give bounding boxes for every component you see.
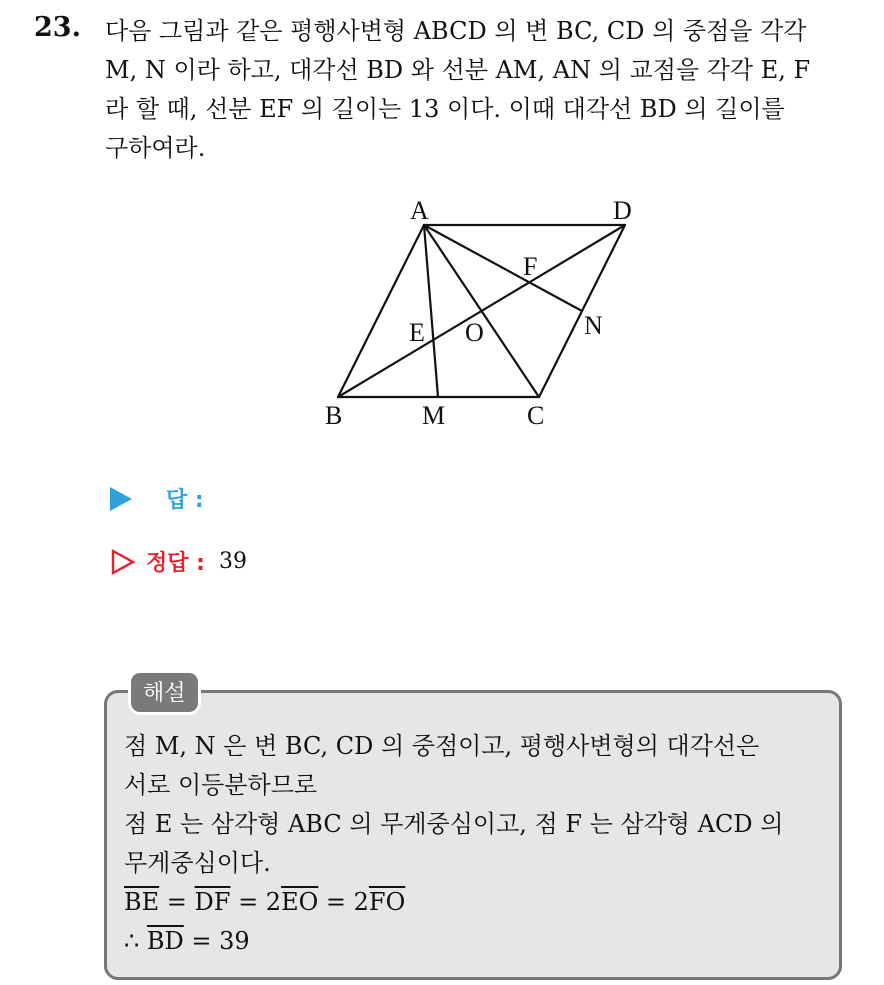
play-icon <box>110 487 132 511</box>
correct-answer-label: 정답 : <box>146 551 205 576</box>
question-line: M, N 이라 하고, 대각선 BD 와 선분 AM, AN 의 교점을 각각 E, F <box>105 56 811 84</box>
label-m: M <box>422 401 446 430</box>
solution-equation-ratio <box>124 883 824 922</box>
question-text <box>105 12 865 168</box>
question-line: 라 할 때, 선분 EF 의 길이는 13 이다. 이때 대각선 BD 의 길이를 <box>105 95 785 123</box>
equals-sign: = <box>159 888 195 916</box>
segment-fo: $\overline{FO}$ <box>368 888 406 916</box>
question-line: 다음 그림과 같은 평행사변형 ABCD 의 변 BC, CD 의 중점을 각각 <box>105 17 807 45</box>
solution-line: 점 E 는 삼각형 ABC 의 무게중심이고, 점 F 는 삼각형 ACD 의 <box>124 810 784 838</box>
solution-tag: 해설 <box>128 670 201 715</box>
segment-eo: $\overline{EO}$ <box>281 888 319 916</box>
equals-two: = 2 <box>230 888 282 916</box>
answer-row <box>110 483 204 514</box>
answer-label: 답 : <box>166 488 204 513</box>
correct-answer-value: 39 <box>218 549 247 574</box>
diagonal-ac <box>424 225 539 397</box>
question-line: 구하여라. <box>105 134 206 162</box>
solution-line: 서로 이등분하므로 <box>124 771 318 799</box>
solution-equation-result <box>124 922 824 961</box>
result-value: = 39 <box>183 927 250 955</box>
label-n: N <box>584 311 603 340</box>
therefore-symbol: ∴ <box>124 927 147 955</box>
outline-play-icon <box>110 549 136 575</box>
equals-two: = 2 <box>318 888 369 916</box>
correct-answer-row <box>110 546 247 577</box>
label-f: F <box>523 252 538 281</box>
solution-body <box>124 727 824 961</box>
label-b: B <box>325 401 343 430</box>
segment-am <box>424 225 438 397</box>
segment-be: $\overline{BE}$ <box>124 888 160 916</box>
solution-line: 무게중심이다. <box>124 849 271 877</box>
label-c: C <box>527 401 545 430</box>
segment-bd: $\overline{BD}$ <box>146 927 184 955</box>
solution-line: 점 M, N 은 변 BC, CD 의 중점이고, 평행사변형의 대각선은 <box>124 732 760 760</box>
segment-df: $\overline{DF}$ <box>194 888 231 916</box>
label-d: D <box>613 196 632 225</box>
parallelogram-figure <box>318 192 648 437</box>
label-e: E <box>409 318 425 347</box>
label-o: O <box>465 318 484 347</box>
question-number: 23. <box>34 12 81 43</box>
parallelogram-diagram <box>318 192 648 437</box>
label-a: A <box>410 196 429 225</box>
